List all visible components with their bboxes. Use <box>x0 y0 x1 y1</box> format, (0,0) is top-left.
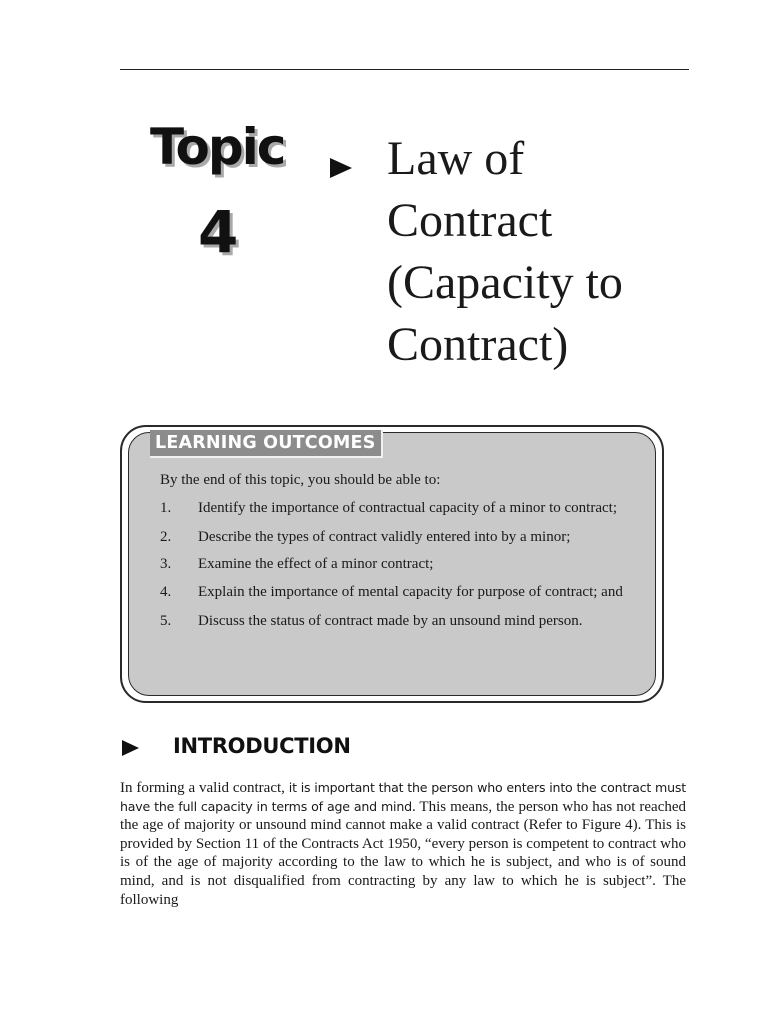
list-item-text: Identify the importance of contractual capacity of a minor to contract; <box>198 500 617 516</box>
learning-outcomes-intro: By the end of this topic, you should be able to: <box>160 472 441 488</box>
topic-number: 4 <box>198 198 239 266</box>
learning-outcomes-heading: LEARNING OUTCOMES <box>150 430 383 458</box>
list-item-number: 3. <box>160 556 172 572</box>
topic-title-line: (Capacity to <box>387 256 623 309</box>
list-item-text: Discuss the status of contract made by an unsound mind person. <box>198 613 583 629</box>
section-heading: INTRODUCTION <box>173 734 351 758</box>
topic-title-line: Contract <box>387 194 553 247</box>
list-item-number: 5. <box>160 613 172 629</box>
list-item-number: 1. <box>160 500 172 516</box>
topic-title-line: Law of <box>387 132 525 185</box>
list-item-text: Examine the effect of a minor contract; <box>198 556 434 572</box>
introduction-paragraph <box>120 779 686 909</box>
paragraph-text: In forming a valid contract, <box>120 780 289 796</box>
triangle-arrow-icon <box>122 740 139 756</box>
emphasized-text: it is important that the person who enters into the contract must have the full capacity in terms of age and mind <box>120 780 686 814</box>
list-item-number: 2. <box>160 529 172 545</box>
topic-title-line: Contract) <box>387 318 569 371</box>
list-item <box>160 613 636 630</box>
topic-label: Topic <box>150 118 285 176</box>
list-item <box>160 529 636 546</box>
triangle-arrow-icon <box>330 158 352 178</box>
list-item <box>160 556 636 573</box>
list-item-text: Explain the importance of mental capacity for purpose of contract; and <box>198 584 623 600</box>
paragraph-text: . This means, the person who has not reached the age of majority or unsound mind cannot make a valid contract (Refer to Figure 4). This is provided by Section 11 of the Contracts Act 1950, “every person is competent to contract who is of the age of majority according to the law to which he is subject, and who is of sound mind, and is not disqualified from contracting by any law to which he is subject”. The following <box>120 798 687 908</box>
header-rule <box>120 69 689 70</box>
list-item-text: Describe the types of contract validly entered into by a minor; <box>198 529 571 545</box>
learning-outcomes-list <box>160 500 636 630</box>
list-item-number: 4. <box>160 584 172 600</box>
topic-title <box>387 128 717 376</box>
list-item <box>160 500 636 517</box>
list-item <box>160 584 636 601</box>
